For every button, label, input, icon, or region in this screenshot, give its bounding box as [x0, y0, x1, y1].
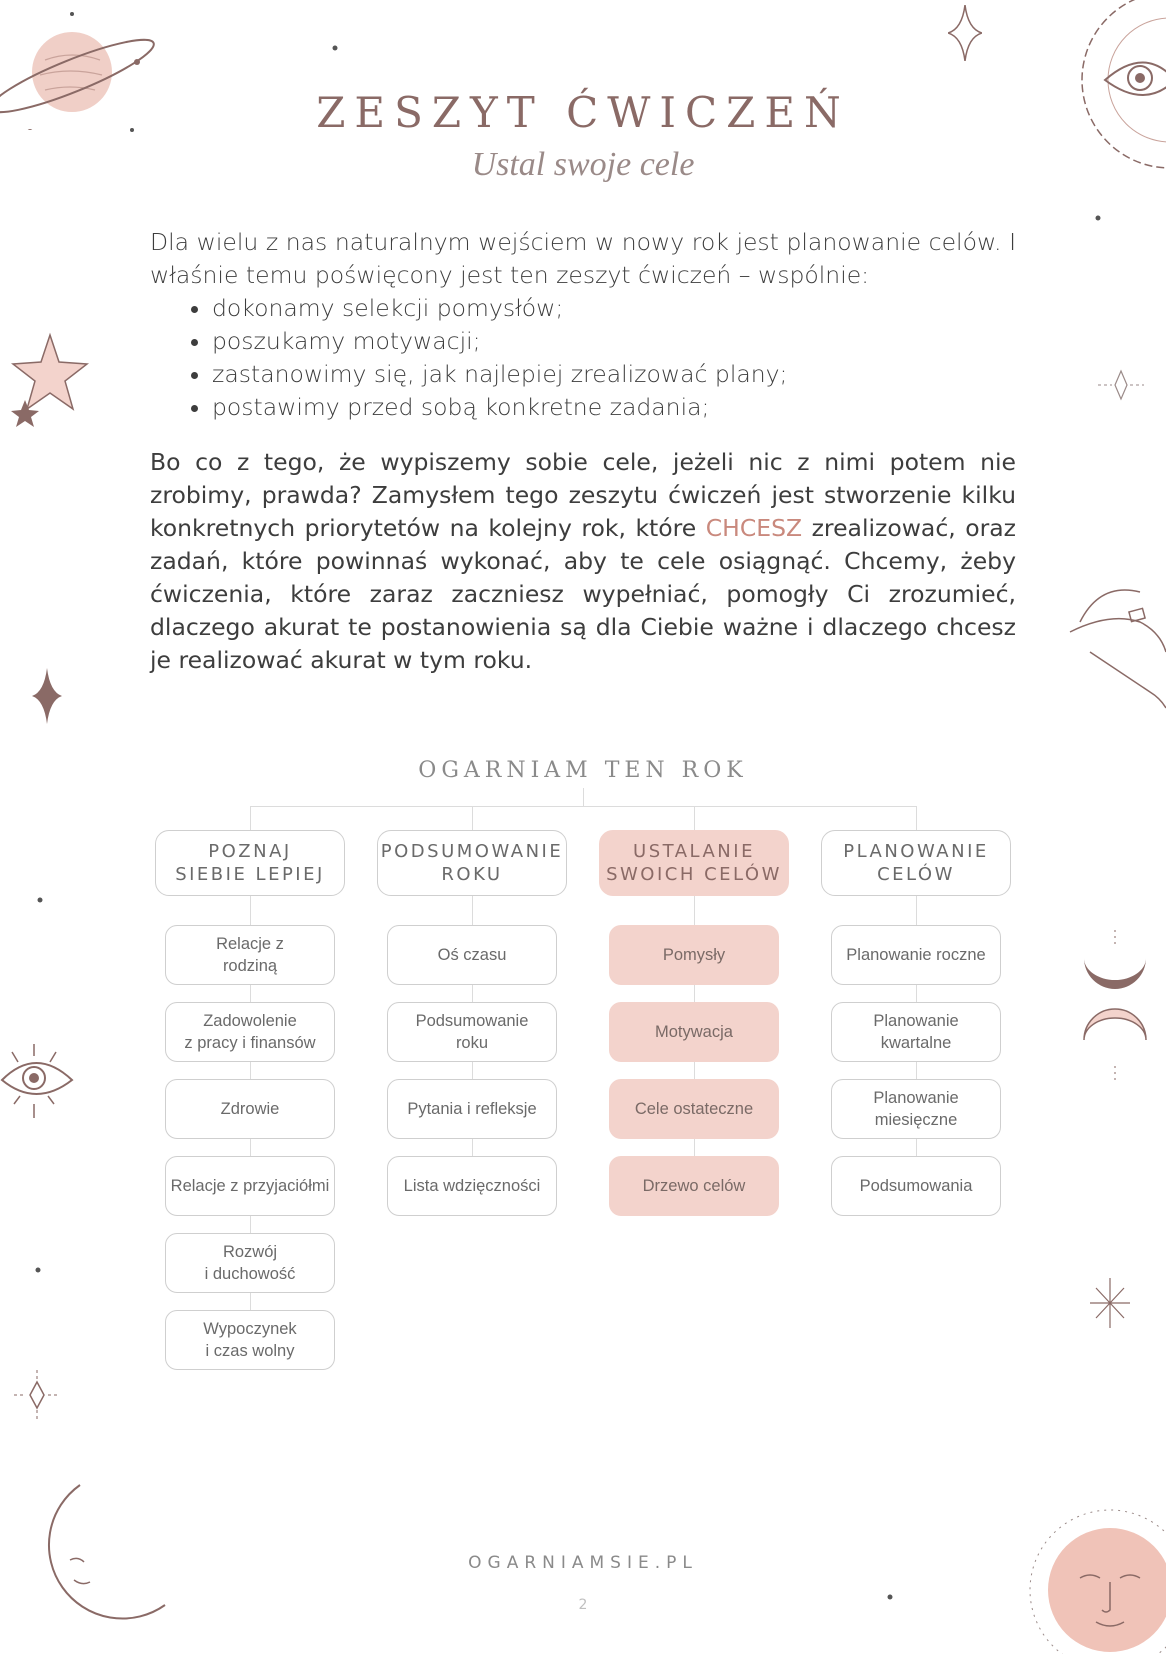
- accent-word: CHCESZ: [705, 514, 803, 542]
- diagram-item: Cele ostateczne: [609, 1079, 779, 1139]
- diagram-item: Pomysły: [609, 925, 779, 985]
- diagram-item: Motywacja: [609, 1002, 779, 1062]
- page-title: ZESZYT ĆWICZEŃ: [316, 88, 850, 137]
- footer-site: OGARNIAMSIE.PL: [468, 1553, 698, 1573]
- diagram-item: Relacje z przyjaciółmi: [165, 1156, 335, 1216]
- diagram-connector: [583, 788, 584, 806]
- list-item: • zastanowimy się, jak najlepiej zrealizować plany;: [212, 358, 1016, 391]
- diagram-item: Pytania i refleksje: [387, 1079, 557, 1139]
- diagram-item: Podsumowanie roku: [387, 1002, 557, 1062]
- diagram-item: Lista wdzięczności: [387, 1156, 557, 1216]
- diagram-item: Drzewo celów: [609, 1156, 779, 1216]
- diagram-item: Podsumowania: [831, 1156, 1001, 1216]
- intro-bullets: [150, 292, 1016, 424]
- diagram-heading: PODSUMOWANIE ROKU: [377, 830, 567, 896]
- paragraph-text: Bo co z tego, że wypiszemy sobie cele, jeżeli nic z nimi potem nie zrobimy, prawda? Zamysłem tego zeszytu ćwiczeń jest stworzenie kilku konkretnych priorytetów na kolejny rok, które: [150, 448, 1016, 542]
- diagram-heading: POZNAJ SIEBIE LEPIEJ: [155, 830, 345, 896]
- diagram-item: Planowanie kwartalne: [831, 1002, 1001, 1062]
- list-item: • postawimy przed sobą konkretne zadania;: [212, 391, 1016, 424]
- diagram-item: Wypoczynek i czas wolny: [165, 1310, 335, 1370]
- paragraph-text: zrealizować, oraz zadań, które powinnaś wykonać, aby te cele osiągnąć. Chcemy, żeby ćwiczenia, które zaraz zaczniesz wypełniać, pomogły Ci zrozumieć, dlaczego akurat te postanowienia są dla Ciebie ważne i dlaczego chcesz je realizować akurat w tym roku.: [150, 514, 1016, 674]
- list-item: • poszukamy motywacji;: [212, 325, 1016, 358]
- intro-section: [150, 226, 1016, 424]
- intro-paragraph: [150, 446, 1016, 677]
- diagram-connector: [250, 806, 916, 807]
- list-item: • dokonamy selekcji pomysłów;: [212, 292, 1016, 325]
- diagram-item: Relacje z rodziną: [165, 925, 335, 985]
- diagram-heading: PLANOWANIE CELÓW: [821, 830, 1011, 896]
- diagram-heading: USTALANIE SWOICH CELÓW: [599, 830, 789, 896]
- diagram-item: Oś czasu: [387, 925, 557, 985]
- page-number: 2: [578, 1597, 588, 1613]
- page-subtitle: Ustal swoje cele: [471, 146, 695, 183]
- intro-lead: Dla wielu z nas naturalnym wejściem w nowy rok jest planowanie celów. I właśnie temu poświęcony jest ten zeszyt ćwiczeń – wspólnie:: [150, 228, 1016, 289]
- diagram-title: OGARNIAM TEN ROK: [418, 758, 748, 783]
- diagram-item: Planowanie miesięczne: [831, 1079, 1001, 1139]
- diagram-item: Planowanie roczne: [831, 925, 1001, 985]
- diagram-item: Zadowolenie z pracy i finansów: [165, 1002, 335, 1062]
- diagram-item: Rozwój i duchowość: [165, 1233, 335, 1293]
- diagram-item: Zdrowie: [165, 1079, 335, 1139]
